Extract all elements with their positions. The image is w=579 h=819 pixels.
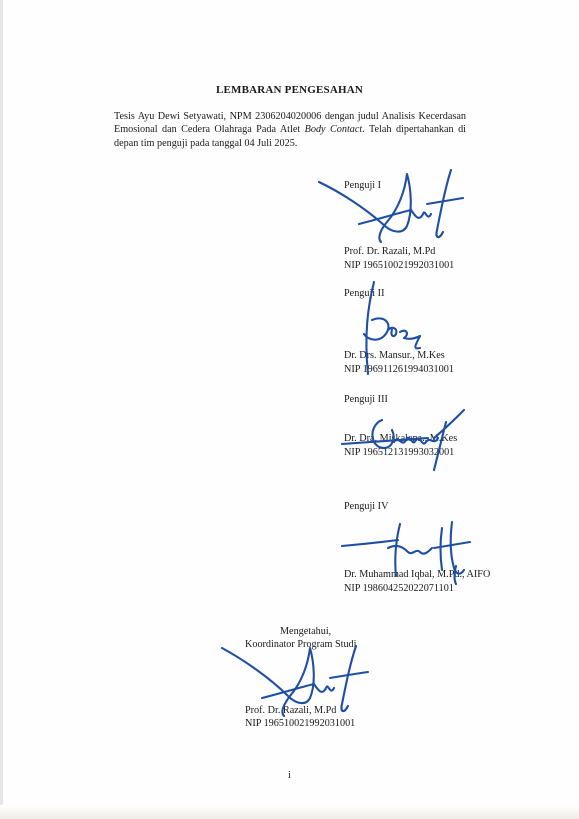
examiner-2-name: Dr. Drs. Mansur., M.Kes [344,350,445,362]
approval-line-1: Mengetahui, [280,626,332,637]
examiner-1-role: Penguji I [344,180,382,191]
paragraph-text-end: Telah dipertahankan di depan tim penguji pada tanggal 04 Juli 2025. [114,124,466,149]
page-title: LEMBARAN PENGESAHAN [215,84,364,96]
examiner-4-nip: NIP 198604252022071101 [344,582,454,594]
approval-nip: NIP 196510021992031001 [245,718,356,730]
approval-line-2: Koordinator Program Studi [245,639,357,651]
approval-block [245,625,357,731]
examiner-2-role: Penguji II [344,288,385,299]
examiner-3-role: Penguji III [344,394,388,405]
examiner-1-block [344,179,454,272]
examiner-3-nip: NIP 196512131993032001 [344,446,455,458]
examiner-4-block [344,500,490,595]
paragraph-text-start: Tesis Ayu Dewi Setyawati, NPM 2306204020006 dengan judul Analisis Kecerdasan Emosional dan Cedera Olahraga Pada Atlet [114,111,466,136]
paragraph-italic-title: Body Contact. [304,124,365,136]
examiner-1-nip: NIP 196510021992031001 [344,259,455,271]
approval-paragraph [114,110,466,150]
examiner-3-block [344,393,457,459]
page-bottom-edge [0,805,579,819]
examiner-2-nip: NIP 196911261994031001 [344,363,454,375]
approval-name: Prof. Dr. Razali, M.Pd [245,704,337,716]
page-number: i [288,770,291,781]
page-left-edge [0,0,3,819]
examiner-3-name: Dr. Dra. Miskalena., M.Kes [344,433,458,445]
examiner-4-role: Penguji IV [344,501,389,512]
examiner-4-name: Dr. Muhammad Iqbal, M.Pd., AIFO [344,569,491,581]
examiner-2-block [344,287,454,376]
examiner-1-name: Prof. Dr. Razali, M.Pd [344,246,436,258]
